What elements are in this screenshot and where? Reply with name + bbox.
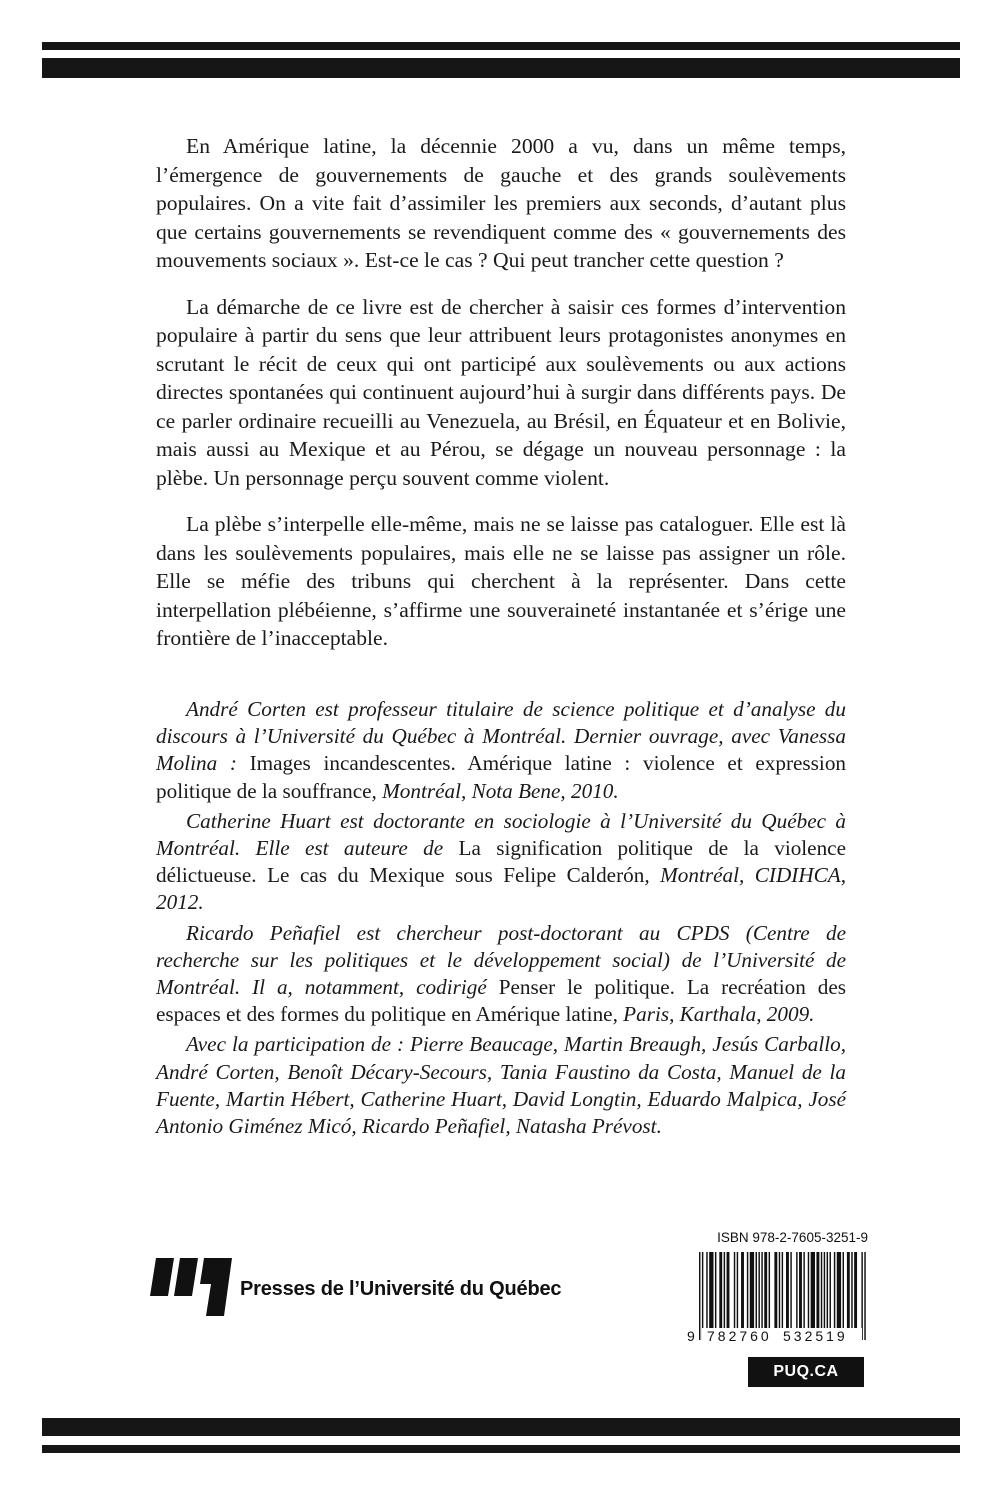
barcode-bar (782, 1252, 783, 1328)
participation-list: Avec la participation de : Pierre Beaucage, Martin Breaugh, Jesús Carballo, André Corten, Benoît Décary-Secours, Tania Faustino da Costa, Manuel de la Fuente, Martin Hébert, Catherine Huart, David Longtin, Eduardo Malpica, José Antonio Giménez Micó, Ricardo Peñafiel, Natasha Prévost. (156, 1032, 846, 1139)
barcode-bar (737, 1252, 738, 1328)
barcode-bar (747, 1252, 748, 1328)
barcode-bar (854, 1252, 857, 1328)
barcode-bar (811, 1252, 815, 1328)
barcode-bar (803, 1252, 804, 1328)
barcode-bar (774, 1252, 777, 1328)
barcode-digits-right: 532519 (783, 1328, 848, 1342)
barcode-bar (719, 1252, 722, 1328)
isbn-label: ISBN 978-2-7605-3251-9 (717, 1230, 868, 1245)
barcode-bar (834, 1252, 835, 1328)
author-bios (156, 696, 846, 1143)
barcode-bar (709, 1252, 713, 1328)
bio-penafiel-pub: , Paris, Karthala, 2009. (612, 1002, 815, 1027)
bio-huart (156, 808, 846, 917)
barcode-digit-lead: 9 (687, 1328, 695, 1342)
barcode-bar (769, 1252, 770, 1328)
description-paragraph-3: La plèbe s’interpelle elle-même, mais ne se laisse pas cataloguer. Elle est là dans les soulèvements populaires, mais elle ne se laisse pas assigner un rôle. Elle se méfie des tribuns qui cherchent à la représenter. Dans cette interpellation plébéienne, s’affirme une souveraineté instantanée et s’érige une frontière de l’inacceptable. (156, 512, 846, 650)
barcode-bar (830, 1252, 831, 1328)
bio-penafiel (156, 920, 846, 1029)
barcode-bar (741, 1252, 744, 1328)
bio-huart-work: La signification politique de la violence délictueuse. Le cas du Mexique sous Felipe Calderón (156, 836, 846, 888)
barcode-bar (799, 1252, 802, 1328)
bio-corten-pub: , Montréal, Nota Bene, 2010. (371, 778, 619, 803)
bio-corten (156, 696, 846, 805)
barcode (683, 1252, 867, 1342)
description-paragraph-1: En Amérique latine, la décennie 2000 a vu, dans un même temps, l’émergence de gouvernements de gauche et des grands soulèvements populaires. On a vite fait d’assimiler les premiers aux seconds, d’autant plus que certains gouvernements se revendiquent comme des « gouvernements des mouvements sociaux ». Est-ce le cas ? Qui peut trancher cette question ? (156, 134, 846, 272)
barcode-bar (734, 1252, 735, 1328)
barcode-bar (724, 1252, 725, 1328)
bio-penafiel-work: Penser le politique. La recréation des espaces et des formes du politique en Amérique latine (156, 975, 846, 1027)
barcode-bar (851, 1252, 852, 1328)
barcode-bar (702, 1252, 703, 1340)
barcode-bar (843, 1252, 844, 1328)
book-description (156, 132, 846, 671)
top-rule-thin (42, 42, 960, 50)
barcode-bar (847, 1252, 850, 1328)
barcode-bar (864, 1252, 865, 1340)
barcode-bar (699, 1252, 700, 1340)
barcode-bar (764, 1252, 767, 1340)
barcode-bar (756, 1252, 757, 1328)
barcode-bar (824, 1252, 825, 1328)
barcode-bar (827, 1252, 828, 1328)
bottom-rule-thin (42, 1445, 960, 1453)
barcode-digits-left: 782760 (707, 1328, 772, 1342)
barcode-bar (761, 1252, 762, 1340)
puq-website-badge[interactable]: PUQ.CA (748, 1357, 864, 1387)
bio-huart-intro: Catherine Huart est doctorante en sociologie à l’Université du Québec à Montréal. Elle est auteure de (156, 808, 846, 861)
barcode-bar (808, 1252, 809, 1328)
bottom-rule-thick (42, 1418, 960, 1436)
puq-logo-icon (150, 1258, 232, 1316)
barcode-bar (706, 1252, 707, 1328)
barcode-bar (816, 1252, 819, 1328)
top-rule-thick (42, 58, 960, 78)
barcode-bar (861, 1252, 862, 1340)
publisher-name: Presses de l’Université du Québec (240, 1277, 562, 1300)
bio-penafiel-intro: Ricardo Peñafiel est chercheur post-doctorant au CPDS (Centre de recherche sur les politiques et le développement social) de l’Université de Montréal. Il a, notamment, codirigé (156, 920, 846, 1000)
publisher-block (150, 1258, 561, 1316)
barcode-bar (715, 1252, 716, 1328)
barcode-bar (837, 1252, 841, 1328)
barcode-bar (779, 1252, 780, 1328)
barcode-bar (790, 1252, 791, 1328)
description-paragraph-2: La démarche de ce livre est de chercher à saisir ces formes d’intervention populaire à partir du sens que leur attribuent leurs protagonistes anonymes en scrutant le récit de ceux qui ont participé aux soulèvements ou aux actions directes spontanées qui continuent aujourd’hui à surgir dans différents pays. De ce parler ordinaire recueilli au Venezuela, au Brésil, en Équateur et en Bolivie, mais aussi au Mexique et au Pérou, se dégage un nouveau personnage : la plèbe. Un personnage perçu souvent comme violent. (156, 294, 846, 490)
bio-corten-intro: André Corten est professeur titulaire de science politique et d’analyse du discours à l’Université du Québec à Montréal. Dernier ouvrage, avec Vanessa Molina : (156, 697, 846, 776)
barcode-bar (758, 1252, 759, 1328)
barcode-bar (750, 1252, 754, 1328)
barcode-bar (796, 1252, 797, 1328)
barcode-bar (727, 1252, 730, 1328)
bio-huart-pub: , Montréal, CIDIHCA, 2012. (156, 863, 846, 915)
barcode-bar (821, 1252, 822, 1328)
barcode-bar (786, 1252, 789, 1328)
bio-corten-work: Images incandescentes. Amérique latine : violence et expression politique de la souffrance (156, 751, 847, 803)
barcode-bars (699, 1252, 866, 1340)
